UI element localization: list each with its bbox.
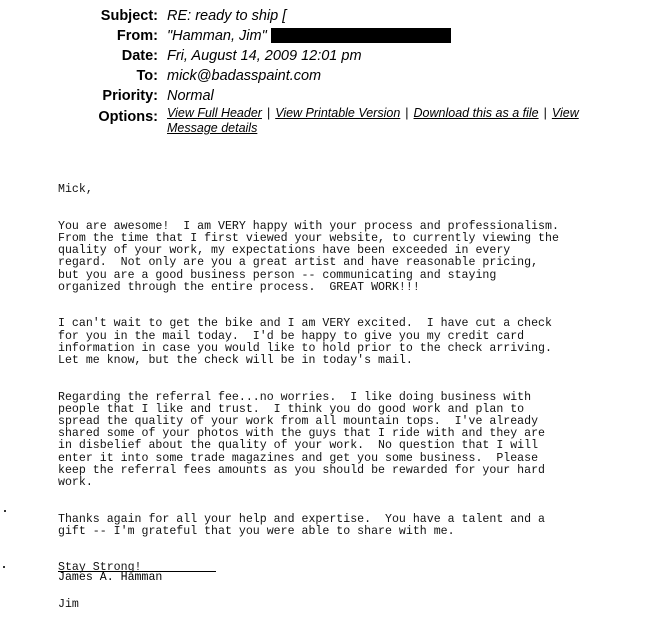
from-row [0, 26, 670, 46]
priority-label: Priority: [102, 88, 158, 104]
sign-name: Jim [58, 598, 79, 612]
separator: | [405, 106, 409, 120]
greeting: Mick, [58, 183, 93, 197]
view-message-details-link[interactable]: View Message details [167, 106, 579, 135]
date-row [0, 46, 670, 66]
date-value: Fri, August 14, 2009 12:01 pm [167, 48, 362, 64]
message-body [58, 172, 658, 636]
from-value-wrap [167, 26, 451, 46]
to-row [0, 66, 670, 86]
body-paragraph-1: You are awesome! I am VERY happy with your process and professionalism. From the time that I first viewed your website, to currently viewing the quality of your work, my expectations have been exceeded in every regard. Not only are you a great artist and have reasonable pricing, but you are a good business person -- communicating and staying organized through the entire process. GREAT WORK!!! [58, 219, 559, 294]
from-value: "Hamman, Jim" [167, 28, 267, 44]
view-printable-version-link[interactable]: View Printable Version [275, 106, 401, 120]
priority-row [0, 86, 670, 106]
subject-value: RE: ready to ship [ [167, 8, 287, 24]
to-value: mick@badasspaint.com [167, 68, 322, 84]
download-as-file-link[interactable]: Download this as a file [413, 106, 539, 120]
separator: | [543, 106, 547, 120]
scan-speck [3, 566, 5, 568]
body-paragraph-2: I can't wait to get the bike and I am VERY excited. I have cut a check for you in the mail today. I'd be happy to give you my credit card information in case you would like to hold prior to the check arriving. Let me know, but the check will be in today's mail. [58, 317, 552, 368]
subject-row [0, 6, 670, 26]
from-label: From: [116, 28, 158, 44]
subject-label: Subject: [100, 8, 158, 24]
body-paragraph-4: Thanks again for all your help and expertise. You have a talent and a gift -- I'm grateful that you were able to share with me. [58, 512, 546, 538]
separator: | [266, 106, 271, 120]
options-links [167, 106, 607, 136]
signature-full-name: James A. Hamman [58, 571, 163, 584]
priority-value: Normal [167, 88, 214, 104]
date-label: Date: [121, 48, 158, 64]
options-row [0, 106, 670, 135]
redaction-bar [271, 28, 451, 43]
body-paragraph-3: Regarding the referral fee...no worries. I like doing business with people that I like and trust. I think you do good work and plan to spread the quality of your work from all mountain tops. I've already shared some of your photos with the guys that I ride with and they are in disbelief about the quality of your work. No question that I will enter it into some trade magazines and get you some business. Please keep the referral fees amounts as you should be rewarded for your hard work. [58, 390, 546, 490]
options-label: Options: [98, 109, 158, 125]
view-full-header-link[interactable]: View Full Header [167, 106, 262, 120]
scan-speck [4, 510, 6, 512]
to-label: To: [136, 68, 158, 84]
closing: Stay Strong! [58, 561, 142, 575]
